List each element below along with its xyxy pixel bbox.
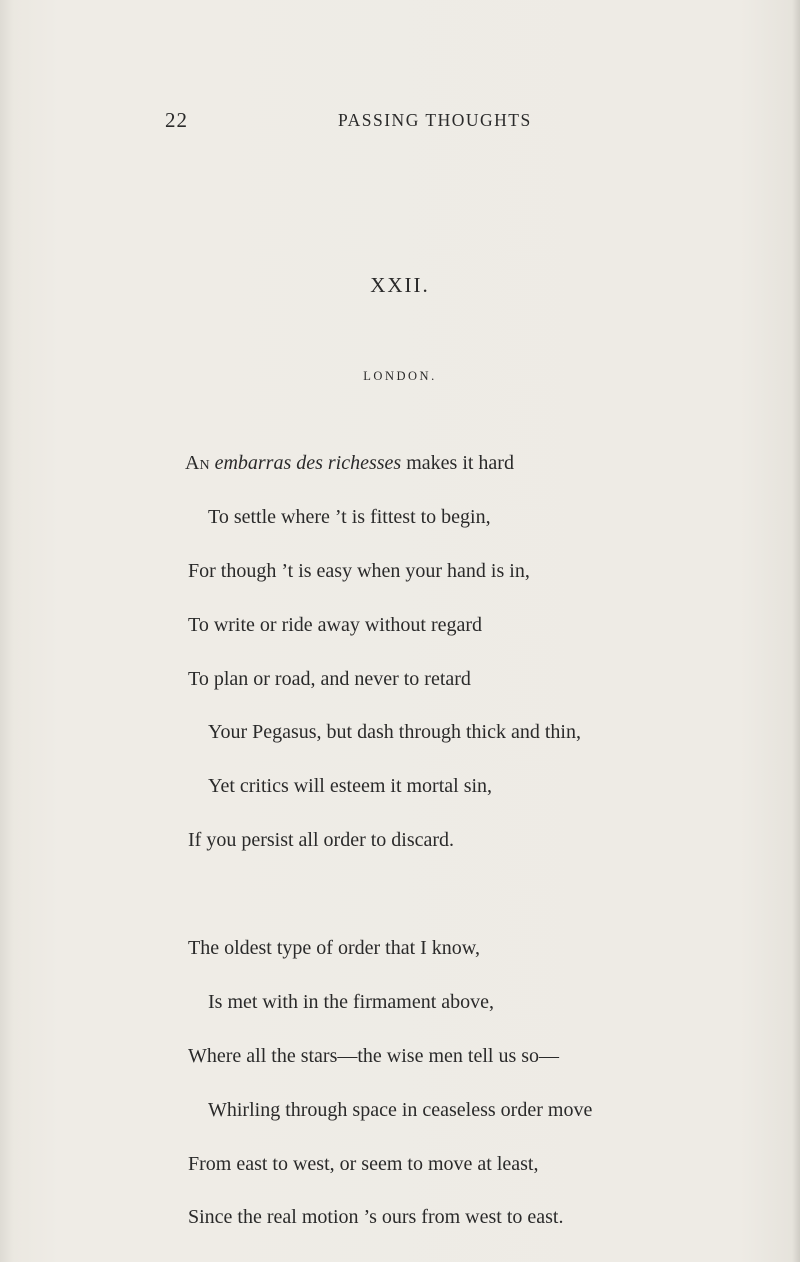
poem-line-1: [185, 453, 514, 473]
poem-line-12: Whirling through space in ceaseless order move: [208, 1099, 593, 1121]
italic-phrase: embarras des richesses: [214, 452, 402, 474]
poem-line-10: Is met with in the firmament above,: [208, 991, 495, 1013]
poem-line-14: Since the real motion ’s ours from west to east.: [188, 1206, 564, 1228]
poem-title: LONDON.: [363, 369, 437, 383]
poem-line-11: Where all the stars—the wise men tell us so—: [188, 1045, 560, 1067]
chapter-number: XXII.: [370, 273, 430, 297]
page-number: 22: [165, 108, 188, 132]
line-remainder: makes it hard: [406, 452, 514, 474]
running-head: PASSING THOUGHTS: [338, 110, 532, 130]
poem-line-9: The oldest type of order that I know,: [188, 937, 480, 959]
poem-line-2: To settle where ’t is fittest to begin,: [208, 506, 491, 528]
opening-word: An: [185, 452, 210, 474]
poem-line-8: If you persist all order to discard.: [188, 829, 455, 851]
poem-line-5: To plan or road, and never to retard: [188, 668, 471, 690]
poem-line-7: Yet critics will esteem it mortal sin,: [208, 775, 493, 797]
poem-line-13: From east to west, or seem to move at least,: [188, 1153, 539, 1175]
poem-line-3: For though ’t is easy when your hand is in,: [188, 560, 530, 582]
poem-line-4: To write or ride away without regard: [188, 614, 483, 636]
poem-line-6: Your Pegasus, but dash through thick and thin,: [208, 721, 581, 743]
